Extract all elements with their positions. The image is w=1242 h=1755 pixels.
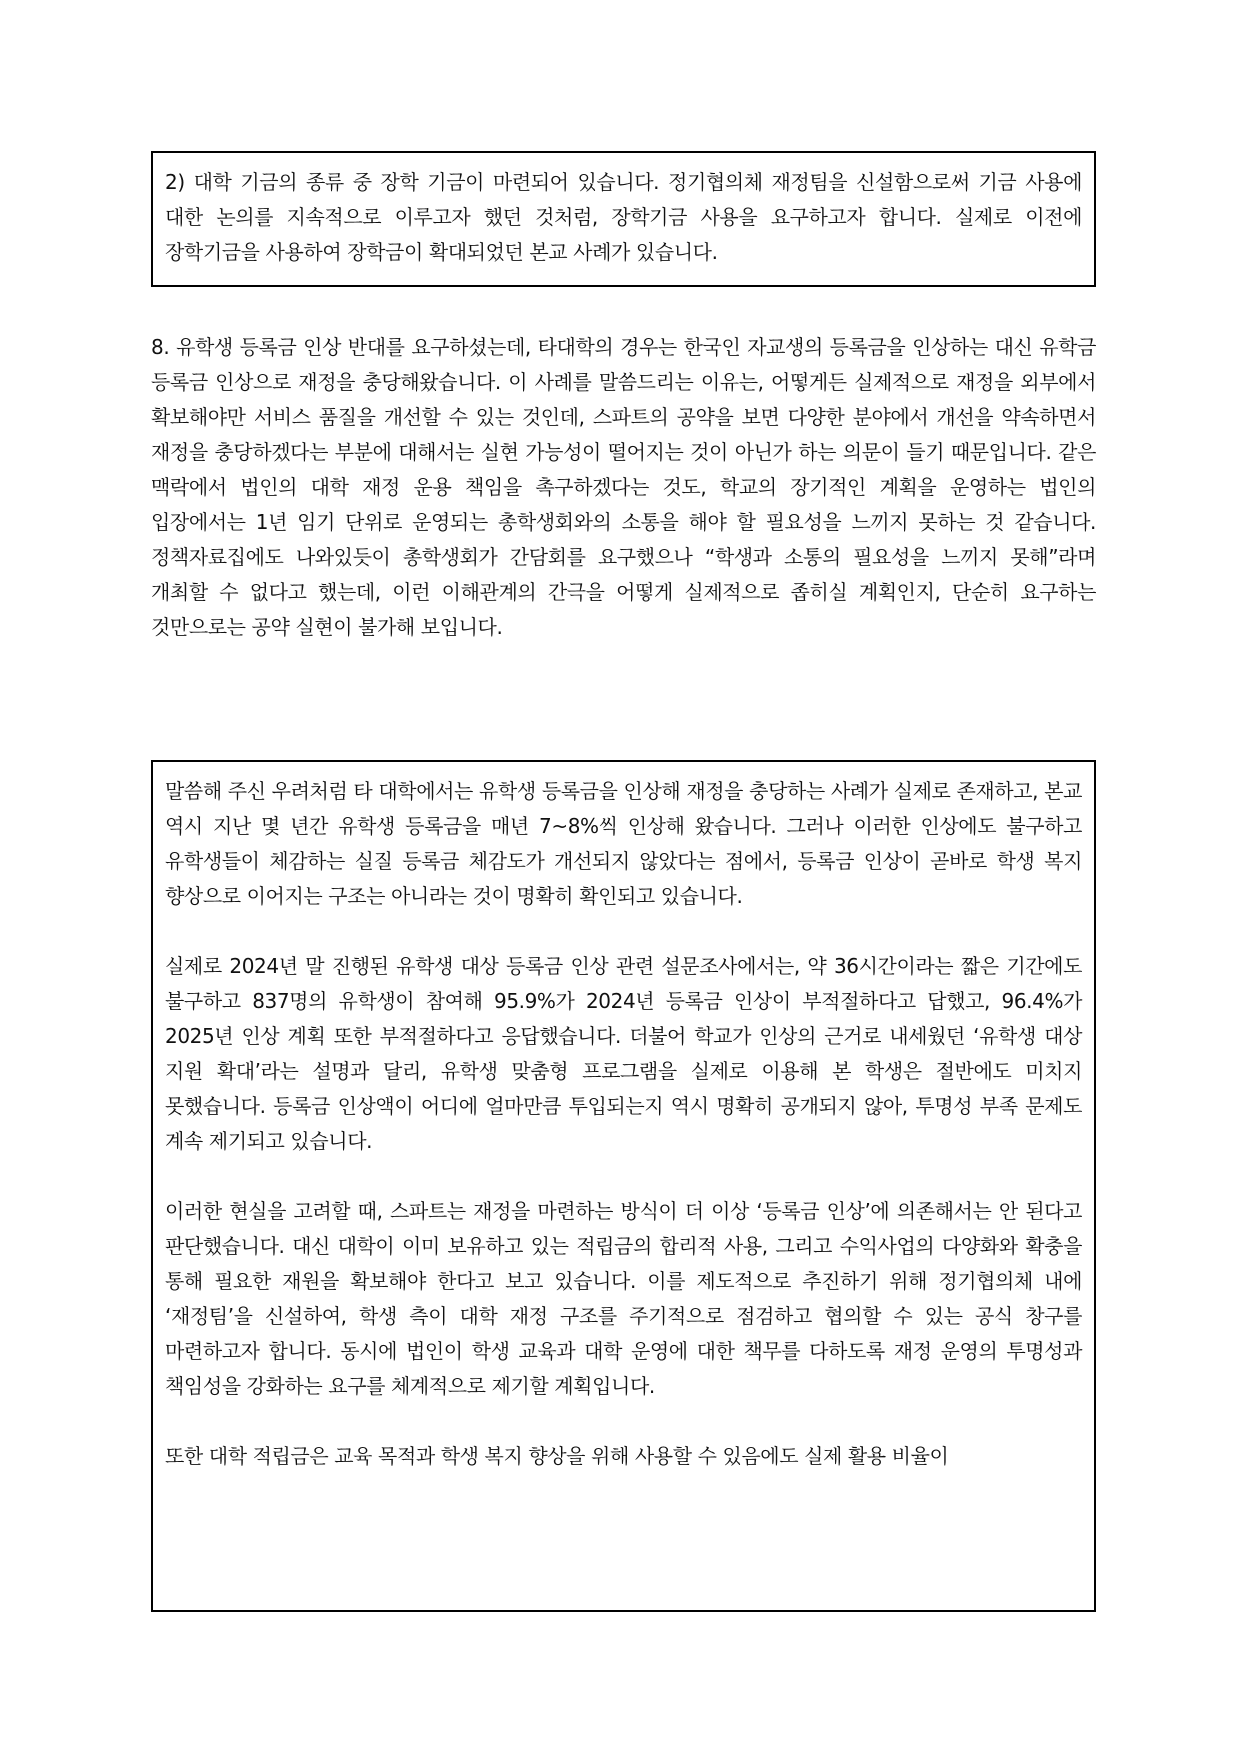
scholarship-fund-answer-box (151, 151, 1096, 287)
answer-paragraph-1: 말씀해 주신 우려처럼 타 대학에서는 유학생 등록금을 인상해 재정을 충당하는 사례가 실제로 존재하고, 본교 역시 지난 몇 년간 유학생 등록금을 매년 7~8%씩 인상해 왔습니다. 그러나 이러한 인상에도 불구하고 유학생들이 체감하는 실질 등록금 체감도가 개선되지 않았다는 점에서, 등록금 인상이 곧바로 학생 복지 향상으로 이어지는 구조는 아니라는 것이 명확히 확인되고 있습니다. (165, 779, 1082, 908)
answer-paragraph-4: 또한 대학 적립금은 교육 목적과 학생 복지 향상을 위해 사용할 수 있음에도 실제 활용 비율이 (165, 1444, 949, 1468)
answer-paragraph-3: 이러한 현실을 고려할 때, 스파트는 재정을 마련하는 방식이 더 이상 ‘등록금 인상’에 의존해서는 안 된다고 판단했습니다. 대신 대학이 이미 보유하고 있는 적립금의 합리적 사용, 그리고 수익사업의 다양화와 확충을 통해 필요한 재원을 확보해야 한다고 보고 있습니다. 이를 제도적으로 추진하기 위해 정기협의체 내에 ‘재정팀’을 신설하여, 학생 측이 대학 재정 구조를 주기적으로 점검하고 협의할 수 있는 공식 창구를 마련하고자 합니다. 동시에 법인이 학생 교육과 대학 운영에 대한 책무를 다하도록 재정 운영의 투명성과 책임성을 강화하는 요구를 체계적으로 제기할 계획입니다. (165, 1199, 1082, 1398)
answer-paragraph-2: 실제로 2024년 말 진행된 유학생 대상 등록금 인상 관련 설문조사에서는, 약 36시간이라는 짧은 기간에도 불구하고 837명의 유학생이 참여해 95.9%가 2024년 등록금 인상이 부적절하다고 답했고, 96.4%가 2025년 인상 계획 또한 부적절하다고 응답했습니다. 더불어 학교가 인상의 근거로 내세웠던 ‘유학생 대상 지원 확대’라는 설명과 달리, 유학생 맞춤형 프로그램을 실제로 이용해 본 학생은 절반에도 미치지 못했습니다. 등록금 인상액이 어디에 얼마만큼 투입되는지 역시 명확히 공개되지 않아, 투명성 부족 문제도 계속 제기되고 있습니다. (165, 954, 1082, 1153)
scholarship-fund-paragraph: 2) 대학 기금의 종류 중 장학 기금이 마련되어 있습니다. 정기협의체 재정팀을 신설함으로써 기금 사용에 대한 논의를 지속적으로 이루고자 했던 것처럼, 장학기금 사용을 요구하고자 합니다. 실제로 이전에 장학기금을 사용하여 장학금이 확대되었던 본교 사례가 있습니다. (165, 170, 1082, 264)
international-tuition-answer-box (151, 760, 1096, 1612)
question-8-text: 8. 유학생 등록금 인상 반대를 요구하셨는데, 타대학의 경우는 한국인 자교생의 등록금을 인상하는 대신 유학금 등록금 인상으로 재정을 충당해왔습니다. 이 사례를 말씀드리는 이유는, 어떻게든 실제적으로 재정을 외부에서 확보해야만 서비스 품질을 개선할 수 있는 것인데, 스파트의 공약을 보면 다양한 분야에서 개선을 약속하면서 재정을 충당하겠다는 부분에 대해서는 실현 가능성이 떨어지는 것이 아닌가 하는 의문이 들기 때문입니다. 같은 맥락에서 법인의 대학 재정 운용 책임을 촉구하겠다는 것도, 학교의 장기적인 계획을 운영하는 법인의 입장에서는 1년 임기 단위로 운영되는 총학생회와의 소통을 해야 할 필요성을 느끼지 못하는 것 같습니다. 정책자료집에도 나와있듯이 총학생회가 간담회를 요구했으나 “학생과 소통의 필요성을 느끼지 못해”라며 개최할 수 없다고 했는데, 이런 이해관계의 간극을 어떻게 실제적으로 좁히실 계획인지, 단순히 요구하는 것만으로는 공약 실현이 불가해 보입니다. (151, 335, 1096, 639)
